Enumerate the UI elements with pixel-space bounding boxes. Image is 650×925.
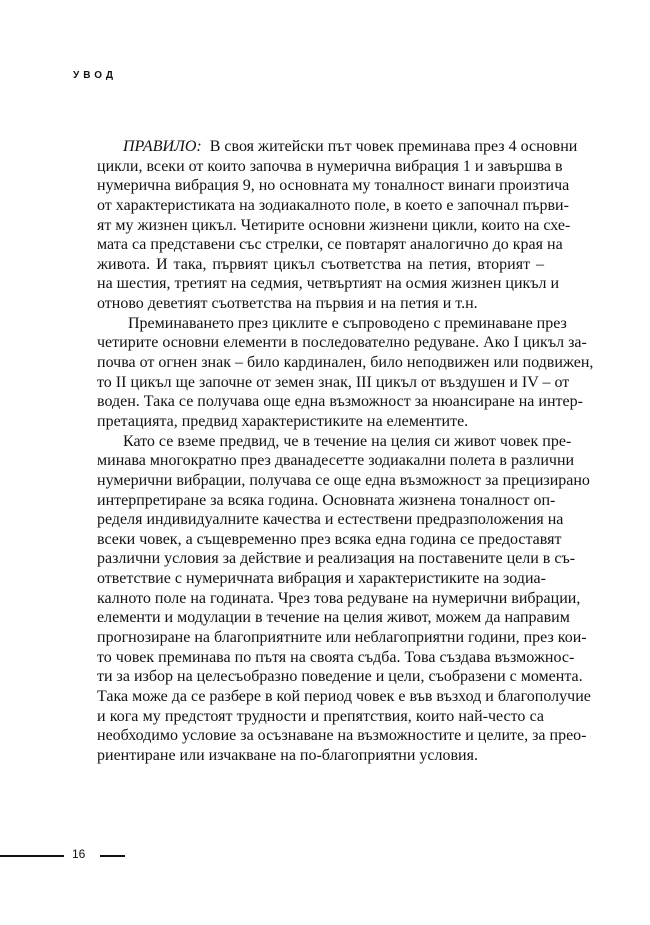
line-text: почва от огнен знак – било кардинален, било неподвижен или подвижен, xyxy=(97,354,594,372)
text-line xyxy=(97,726,587,746)
text-line xyxy=(97,373,570,393)
line-text: Като се вземе предвид, че в течение на целия си живот човек пре- xyxy=(123,432,572,450)
line-text: минава многократно през дванадесетте зодиакални полета в различни xyxy=(97,452,575,470)
line-text: елементи и модулации в течение на целия живот, можем да направим xyxy=(97,609,570,627)
line-text: то II цикъл ще започне от земен знак, III цикъл от въздушен и IV – от xyxy=(97,373,570,391)
text-line xyxy=(97,235,563,255)
text-line xyxy=(97,746,544,766)
line-text: претацията, предвид характеристиките на елементите. xyxy=(97,412,469,430)
line-text: нумерична вибрация 9, но основната му тоналност винаги произтича xyxy=(97,177,570,195)
text-line xyxy=(97,608,570,628)
text-line xyxy=(97,667,583,687)
line-text: Преминаването през циклите е съпроводено с преминаване през xyxy=(128,314,567,332)
line-text: то човек преминава по пътя на своята съдба. Това създава възможнос- xyxy=(97,648,575,666)
line-text: и кога му предстоят трудности и препятствия, които най-често са xyxy=(97,707,544,725)
text-line xyxy=(97,451,575,471)
line-text: различни условия за действие и реализация на поставените цели в съ- xyxy=(97,550,576,568)
text-line xyxy=(97,392,583,412)
footer-rule-left xyxy=(0,855,64,857)
text-line xyxy=(97,196,569,216)
text-line xyxy=(97,648,575,668)
text-line xyxy=(97,432,572,452)
text-line xyxy=(97,471,590,491)
text-line xyxy=(97,274,560,294)
text-line xyxy=(97,314,567,334)
line-text: живота. И така, първият цикъл съответства на петия, вторият – xyxy=(97,255,544,273)
text-line xyxy=(97,569,544,589)
text-line xyxy=(97,687,591,707)
text-line xyxy=(97,176,570,196)
text-line xyxy=(97,491,556,511)
line-text: ят му жизнен цикъл. Четирите основни жизнени цикли, които на схе- xyxy=(97,216,571,234)
text-line xyxy=(97,333,587,353)
page-number: 16 xyxy=(72,847,86,861)
line-text: отново деветият съответства на първия и на петия и т.н. xyxy=(97,295,478,313)
paragraph xyxy=(97,432,591,766)
line-text: четирите основни елементи в последователно редуване. Ако I цикъл за- xyxy=(97,334,587,352)
line-text: В своя житейски път човек преминава през 4 основни xyxy=(209,138,578,155)
line-text: на шестия, третият на седмия, четвъртият на осмия жизнен цикъл и xyxy=(97,275,560,293)
line-text: прогнозиране на благоприятните или неблагоприятни години, през кои- xyxy=(97,629,587,647)
line-text: риентиране или изчакване на по-благоприятни условия. xyxy=(97,746,478,764)
line-text: воден. Така се получава още една възможност за нюансиране на интер- xyxy=(97,393,583,411)
line-text: мата са представени със стрелки, се повтарят аналогично до края на xyxy=(97,236,563,254)
text-line xyxy=(97,137,578,157)
text-line xyxy=(97,707,544,727)
line-text: ти за избор на целесъобразно поведение и цели, съобразени с момента. xyxy=(97,668,583,686)
line-text: нумерични вибрации, получава се още една възможност за прецизирано xyxy=(97,471,590,489)
text-line xyxy=(97,157,563,177)
text-line xyxy=(97,628,587,648)
footer-rule-right xyxy=(100,855,125,857)
line-text: всеки човек, а същевременно през всяка една година се предоставят xyxy=(97,530,562,548)
text-line xyxy=(97,294,544,314)
text-line xyxy=(97,589,581,609)
line-text: от характеристиката на зодиакалното поле, в което е започнал първи- xyxy=(97,196,569,214)
body-text xyxy=(97,137,594,766)
text-line xyxy=(97,353,594,373)
text-line xyxy=(97,216,571,236)
rule-label: ПРАВИЛО: xyxy=(123,138,202,155)
line-text: ределя индивидуалните качества и естествени предразположения на xyxy=(97,511,564,529)
line-text: ответствие с нумеричната вибрация и характеристиките на зодиа- xyxy=(97,570,546,588)
text-line xyxy=(97,412,544,432)
text-line xyxy=(97,510,564,530)
line-text: необходимо условие за осъзнаване на възможностите и целите, за прео- xyxy=(97,727,587,745)
line-text: калното поле на годината. Чрез това редуване на нумерични вибрации, xyxy=(97,589,581,607)
text-line xyxy=(97,530,562,550)
paragraph xyxy=(97,314,594,432)
text-line xyxy=(97,255,544,275)
line-text: интерпретиране за всяка година. Основната жизнена тоналност оп- xyxy=(97,491,556,509)
section-title: УВОД xyxy=(73,70,117,81)
paragraph xyxy=(97,137,578,314)
line-text: Така може да се разбере в кой период човек е във възход и благополучие xyxy=(97,687,591,705)
text-line xyxy=(97,549,576,569)
line-text: цикли, всеки от които започва в нумерична вибрация 1 и завършва в xyxy=(97,157,563,175)
